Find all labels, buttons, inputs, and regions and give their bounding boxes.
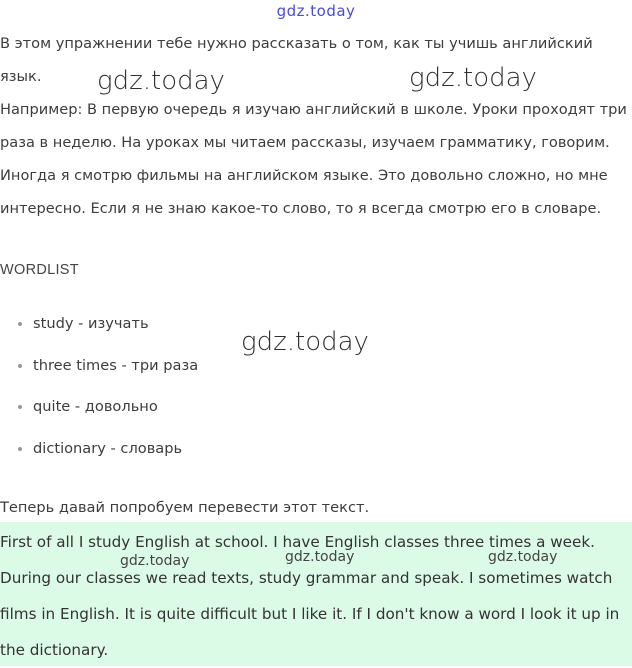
bullet-icon bbox=[18, 405, 22, 409]
translation-block bbox=[0, 522, 632, 666]
site-header-logo[interactable]: gdz.today bbox=[276, 2, 356, 20]
example-text: Например: В первую очередь я изучаю английский в школе. Уроки проходят три раза в неделю. На уроках мы читаем рассказы, изучаем грамматику, говорим. Иногда я смотрю фильмы на английском языке. Это довольно сложно, но мне интересно. Если я не знаю какое-то слово, то я всегда смотрю его в словаре. bbox=[0, 101, 627, 217]
wordlist-item-text: quite - довольно bbox=[33, 398, 158, 415]
watermark: gdz.today bbox=[120, 553, 190, 569]
wordlist bbox=[18, 307, 198, 473]
watermark: gdz.today bbox=[409, 63, 537, 93]
intro-text: В этом упражнении тебе нужно рассказать о том, как ты учишь английский язык. bbox=[0, 35, 593, 85]
wordlist-item bbox=[18, 390, 198, 432]
watermark: gdz.today bbox=[97, 66, 225, 96]
watermark: gdz.today bbox=[241, 327, 369, 357]
bullet-icon bbox=[18, 322, 22, 326]
bullet-icon bbox=[18, 447, 22, 451]
wordlist-item bbox=[18, 307, 198, 349]
watermark: gdz.today bbox=[285, 549, 355, 565]
bullet-icon bbox=[18, 364, 22, 368]
wordlist-item bbox=[18, 349, 198, 391]
wordlist-item-text: three times - три раза bbox=[33, 356, 199, 374]
watermark: gdz.today bbox=[488, 549, 558, 565]
translation-text: First of all I study English at school. I have English classes three times a week. During our classes we read texts, study grammar and speak. I sometimes watch films in English. It is quite difficult but I like it. If I don't know a word I look it up in the dictionary. bbox=[0, 533, 620, 659]
exercise-instructions bbox=[0, 27, 628, 225]
wordlist-item-text: dictionary - словарь bbox=[33, 439, 183, 457]
wordlist-item bbox=[18, 432, 198, 474]
wordlist-title: WORDLIST bbox=[0, 262, 79, 278]
wordlist-item-text: study - изучать bbox=[33, 315, 149, 332]
translation-prompt: Теперь давай попробуем перевести этот текст. bbox=[0, 499, 370, 516]
